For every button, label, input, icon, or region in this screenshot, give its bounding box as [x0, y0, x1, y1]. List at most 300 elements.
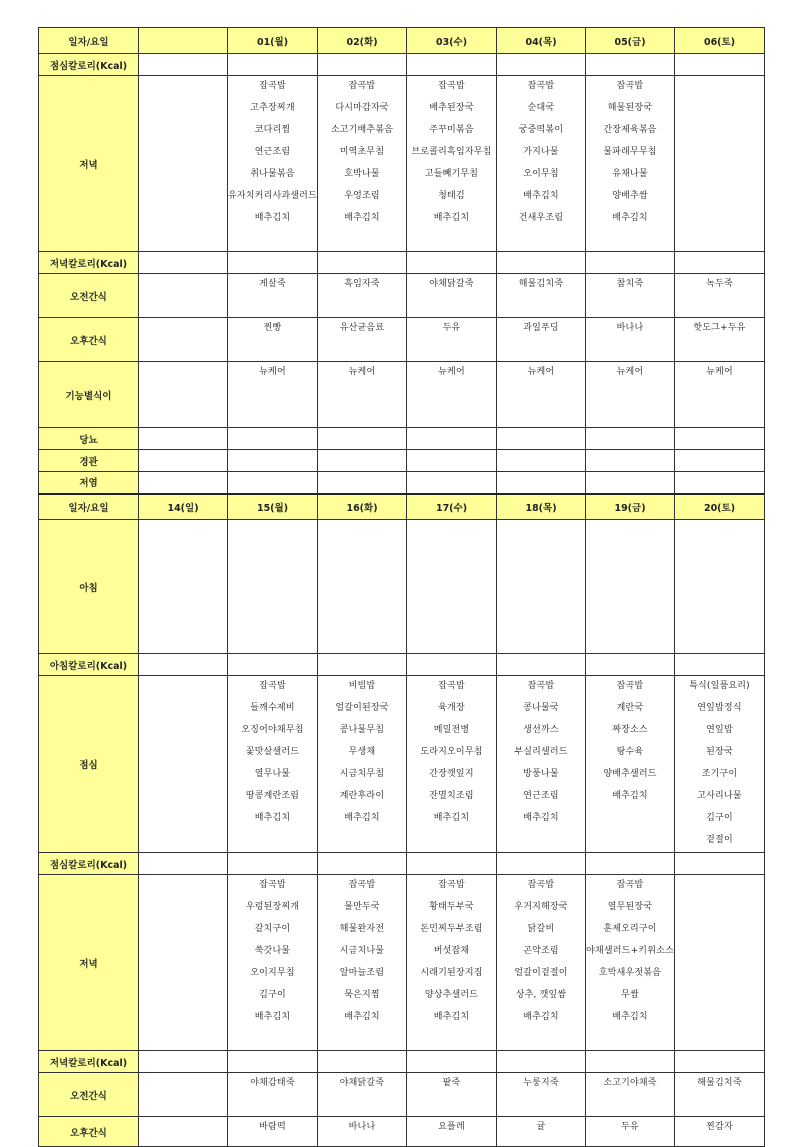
menu-cell — [228, 362, 318, 428]
day-header: 17(수) — [407, 494, 497, 520]
menu-cell — [228, 875, 318, 1051]
menu-item: 뉴케어 — [527, 367, 555, 377]
menu-cell — [228, 76, 318, 252]
menu-item: 상추, 깻잎쌈 — [515, 990, 567, 1000]
meal-row — [39, 875, 765, 1051]
menu-item: 배추김치 — [433, 1012, 470, 1022]
menu-item: 뉴케어 — [706, 367, 733, 377]
menu-cell — [318, 1051, 407, 1073]
meal-plan-sheet — [38, 27, 765, 1147]
menu-item: 배추김치 — [433, 813, 470, 823]
menu-cell — [228, 1051, 318, 1073]
menu-cell — [228, 520, 318, 654]
row-label: 아침 — [39, 520, 139, 654]
menu-cell — [586, 875, 675, 1051]
menu-item: 열무나물 — [254, 769, 291, 779]
menu-cell — [318, 1117, 407, 1147]
menu-item: 훈제오리구이 — [603, 924, 657, 934]
menu-item: 물파래무무침 — [603, 147, 657, 157]
menu-item: 된장국 — [706, 747, 733, 757]
menu-cell — [139, 472, 228, 494]
menu-cell — [586, 428, 675, 450]
menu-item: 뉴케어 — [616, 367, 644, 377]
menu-cell — [497, 54, 586, 76]
menu-item: 특식(일품요리) — [689, 681, 750, 691]
menu-cell — [675, 252, 765, 274]
menu-item: 육개장 — [438, 703, 465, 713]
menu-cell — [318, 472, 407, 494]
menu-item: 요플레 — [438, 1122, 465, 1132]
menu-item: 배추김치 — [344, 213, 380, 223]
menu-cell — [139, 54, 228, 76]
menu-item: 연근조림 — [254, 147, 291, 157]
row-label: 저녁 — [39, 875, 139, 1051]
menu-item: 부실리샐러드 — [514, 747, 568, 757]
menu-item: 배추김치 — [344, 813, 380, 823]
menu-cell — [139, 520, 228, 654]
menu-cell — [675, 428, 765, 450]
menu-cell — [407, 853, 497, 875]
menu-item: 배추김치 — [523, 813, 559, 823]
menu-cell — [407, 252, 497, 274]
menu-cell — [318, 520, 407, 654]
menu-item: 방풍나물 — [523, 769, 559, 779]
menu-item: 도라지오이무침 — [420, 747, 483, 757]
menu-item: 해물김치죽 — [518, 279, 564, 289]
header-row — [39, 28, 765, 54]
day-header: 04(목) — [497, 28, 586, 54]
menu-cell — [675, 676, 765, 853]
menu-item: 짜장소스 — [612, 725, 648, 735]
menu-cell — [497, 450, 586, 472]
day-header: 14(일) — [139, 494, 228, 520]
menu-item: 브로콜리흑임자무침 — [411, 147, 492, 157]
menu-item: 양상추샐러드 — [424, 990, 479, 1000]
menu-cell — [497, 853, 586, 875]
menu-cell — [139, 450, 228, 472]
menu-item: 시금치무침 — [339, 769, 385, 779]
menu-cell — [497, 1073, 586, 1117]
menu-item: 곤약조림 — [523, 946, 559, 956]
menu-cell — [407, 472, 497, 494]
menu-item: 게살죽 — [259, 279, 286, 289]
menu-item: 주꾸미볶음 — [429, 125, 474, 135]
menu-item: 뉴케어 — [259, 367, 286, 377]
menu-cell — [407, 54, 497, 76]
menu-cell — [497, 472, 586, 494]
menu-cell — [407, 1117, 497, 1147]
menu-cell — [407, 1073, 497, 1117]
menu-item: 배추김치 — [344, 1012, 380, 1022]
menu-cell — [139, 428, 228, 450]
menu-cell — [407, 318, 497, 362]
menu-cell — [407, 654, 497, 676]
menu-item: 잡곡밥 — [259, 81, 286, 91]
menu-cell — [586, 274, 675, 318]
menu-item: 참치죽 — [616, 279, 644, 289]
row-label: 아침칼로리(Kcal) — [39, 654, 139, 676]
menu-item: 비빔밥 — [348, 681, 376, 691]
menu-item: 계란후라이 — [339, 791, 385, 801]
menu-item: 야채닭갈죽 — [429, 279, 474, 289]
meal-row — [39, 274, 765, 318]
menu-item: 메밀전병 — [433, 725, 470, 735]
menu-item: 우렁된장찌개 — [245, 902, 300, 912]
menu-item: 배추김치 — [612, 791, 648, 801]
menu-item: 고들빼기무침 — [424, 169, 479, 179]
menu-item: 잡곡밥 — [348, 880, 376, 890]
menu-item: 연잎밥정식 — [697, 703, 742, 713]
menu-cell — [318, 428, 407, 450]
menu-cell — [497, 875, 586, 1051]
menu-cell — [497, 76, 586, 252]
menu-cell — [407, 274, 497, 318]
menu-cell — [497, 1051, 586, 1073]
menu-item: 뉴케어 — [438, 367, 465, 377]
menu-cell — [586, 520, 675, 654]
menu-item: 들깨수제비 — [250, 703, 295, 713]
menu-item: 배추김치 — [523, 1012, 559, 1022]
menu-cell — [228, 428, 318, 450]
menu-cell — [586, 472, 675, 494]
menu-cell — [139, 274, 228, 318]
menu-item: 가지나물 — [523, 147, 559, 157]
menu-cell — [318, 853, 407, 875]
date-day-header: 일자/요일 — [39, 494, 139, 520]
menu-item: 시래기된장지짐 — [420, 968, 483, 978]
menu-item: 코다리찜 — [254, 125, 291, 135]
meal-row — [39, 472, 765, 494]
day-header: 06(토) — [675, 28, 765, 54]
menu-item: 간장깻잎지 — [429, 769, 474, 779]
menu-cell — [586, 54, 675, 76]
menu-item: 오이지무침 — [250, 968, 295, 978]
menu-item: 잔멸치조림 — [429, 791, 474, 801]
menu-item: 열무된장국 — [607, 902, 653, 912]
menu-item: 배추김치 — [523, 191, 559, 201]
menu-item: 다시마감자국 — [335, 103, 389, 113]
menu-cell — [675, 520, 765, 654]
menu-item: 해물완자전 — [339, 924, 385, 934]
menu-item: 얼갈이된장국 — [335, 703, 389, 713]
row-label: 저녁칼로리(Kcal) — [39, 1051, 139, 1073]
menu-item: 쑥갓나물 — [254, 946, 291, 956]
menu-cell — [675, 853, 765, 875]
menu-item: 건새우조림 — [518, 213, 564, 223]
menu-item: 바나나 — [348, 1122, 376, 1132]
menu-cell — [586, 1117, 675, 1147]
menu-cell — [675, 1051, 765, 1073]
menu-item: 생선까스 — [523, 725, 559, 735]
menu-item: 해물된장국 — [607, 103, 653, 113]
menu-item: 배추김치 — [612, 213, 648, 223]
row-label: 오전간식 — [39, 274, 139, 318]
menu-item: 호박새우젓볶음 — [598, 968, 662, 978]
menu-cell — [675, 1117, 765, 1147]
day-header: 20(토) — [675, 494, 765, 520]
menu-item: 양배추쌈 — [612, 191, 648, 201]
menu-item: 고사리나물 — [697, 791, 742, 801]
menu-cell — [675, 54, 765, 76]
menu-cell — [228, 654, 318, 676]
menu-cell — [497, 428, 586, 450]
menu-item: 잡곡밥 — [438, 880, 465, 890]
menu-cell — [139, 875, 228, 1051]
day-header: 18(목) — [497, 494, 586, 520]
menu-cell — [586, 252, 675, 274]
menu-cell — [318, 362, 407, 428]
menu-item: 소고기야채죽 — [603, 1078, 657, 1088]
menu-item: 잡곡밥 — [616, 880, 644, 890]
menu-cell — [318, 875, 407, 1051]
meal-row — [39, 1051, 765, 1073]
menu-cell — [675, 450, 765, 472]
menu-item: 뉴케어 — [348, 367, 376, 377]
menu-item: 김구이 — [259, 990, 286, 1000]
menu-item: 연잎밥 — [706, 725, 733, 735]
menu-item: 핫도그+두유 — [693, 323, 746, 333]
menu-item: 콩나물국 — [523, 703, 559, 713]
menu-item: 찐빵 — [263, 323, 282, 333]
menu-item: 묵은지찜 — [344, 990, 380, 1000]
menu-item: 잡곡밥 — [259, 681, 286, 691]
menu-cell — [139, 676, 228, 853]
menu-cell — [586, 362, 675, 428]
menu-item: 배추김치 — [433, 213, 470, 223]
menu-cell — [139, 318, 228, 362]
row-label: 오후간식 — [39, 318, 139, 362]
menu-item: 겉절이 — [706, 835, 733, 845]
menu-item: 잡곡밥 — [438, 681, 465, 691]
menu-item: 잡곡밥 — [259, 880, 286, 890]
menu-cell — [139, 654, 228, 676]
menu-item: 유산균음료 — [339, 323, 385, 333]
row-label: 점심 — [39, 676, 139, 853]
menu-item: 흑임자죽 — [344, 279, 380, 289]
menu-item: 청태김 — [438, 191, 465, 201]
menu-item: 취나물볶음 — [250, 169, 295, 179]
meal-plan-table — [38, 27, 765, 1147]
menu-item: 잡곡밥 — [616, 81, 644, 91]
menu-item: 과일푸딩 — [523, 323, 559, 333]
menu-item: 조기구이 — [701, 769, 738, 779]
menu-item: 잡곡밥 — [527, 81, 555, 91]
menu-item: 땅콩계란조림 — [245, 791, 300, 801]
menu-item: 우거지해장국 — [514, 902, 568, 912]
menu-cell — [139, 76, 228, 252]
menu-cell — [139, 1051, 228, 1073]
menu-cell — [407, 76, 497, 252]
menu-cell — [407, 450, 497, 472]
menu-cell — [318, 54, 407, 76]
menu-cell — [318, 318, 407, 362]
menu-item: 야채샐러드+키위소스 — [586, 946, 674, 956]
menu-item: 갈치구이 — [254, 924, 291, 934]
menu-item: 알마늘조림 — [339, 968, 385, 978]
meal-row — [39, 450, 765, 472]
menu-cell — [497, 252, 586, 274]
menu-cell — [675, 654, 765, 676]
menu-item: 배추된장국 — [429, 103, 474, 113]
menu-item: 야채감태죽 — [250, 1078, 295, 1088]
menu-cell — [139, 1073, 228, 1117]
menu-cell — [228, 318, 318, 362]
menu-cell — [228, 54, 318, 76]
date-day-header: 일자/요일 — [39, 28, 139, 54]
menu-item: 누룽지죽 — [523, 1078, 559, 1088]
day-header: 15(월) — [228, 494, 318, 520]
meal-row — [39, 76, 765, 252]
row-label: 점심칼로리(Kcal) — [39, 54, 139, 76]
menu-item: 버섯잡채 — [433, 946, 470, 956]
menu-cell — [497, 520, 586, 654]
menu-cell — [586, 450, 675, 472]
menu-item: 바람떡 — [259, 1122, 286, 1132]
menu-item: 팥죽 — [442, 1078, 461, 1088]
menu-cell — [675, 875, 765, 1051]
menu-cell — [497, 654, 586, 676]
meal-row — [39, 1117, 765, 1147]
menu-cell — [586, 676, 675, 853]
menu-item: 계란국 — [616, 703, 644, 713]
menu-item: 호박나물 — [344, 169, 380, 179]
menu-cell — [228, 676, 318, 853]
menu-cell — [675, 472, 765, 494]
row-label: 점심칼로리(Kcal) — [39, 853, 139, 875]
menu-cell — [675, 274, 765, 318]
menu-cell — [586, 1073, 675, 1117]
menu-item: 야채닭갈죽 — [339, 1078, 385, 1088]
menu-cell — [407, 520, 497, 654]
menu-cell — [675, 76, 765, 252]
day-header: 19(금) — [586, 494, 675, 520]
menu-item: 오이무침 — [523, 169, 559, 179]
menu-item: 잡곡밥 — [438, 81, 465, 91]
meal-row — [39, 428, 765, 450]
menu-item: 소고기배추볶음 — [330, 125, 394, 135]
menu-item: 황태두부국 — [429, 902, 474, 912]
menu-item: 고추장찌개 — [250, 103, 295, 113]
menu-item: 두유 — [442, 323, 461, 333]
menu-cell — [228, 1117, 318, 1147]
day-header: 02(화) — [318, 28, 407, 54]
menu-cell — [318, 252, 407, 274]
menu-item: 양배추샐러드 — [603, 769, 657, 779]
menu-cell — [497, 362, 586, 428]
day-header — [139, 28, 228, 54]
menu-cell — [318, 450, 407, 472]
menu-cell — [407, 1051, 497, 1073]
menu-cell — [407, 676, 497, 853]
meal-row — [39, 520, 765, 654]
menu-cell — [586, 1051, 675, 1073]
menu-item: 유자치커리사과샐러드 — [228, 191, 317, 201]
menu-cell — [497, 1117, 586, 1147]
menu-item: 유채나물 — [612, 169, 648, 179]
menu-cell — [228, 472, 318, 494]
menu-item: 찐감자 — [706, 1122, 733, 1132]
row-label: 저녁 — [39, 76, 139, 252]
meal-row — [39, 54, 765, 76]
menu-item: 녹두죽 — [706, 279, 733, 289]
menu-cell — [586, 654, 675, 676]
menu-cell — [228, 252, 318, 274]
menu-cell — [228, 1073, 318, 1117]
menu-item: 김구이 — [706, 813, 733, 823]
day-header: 16(화) — [318, 494, 407, 520]
row-label: 오전간식 — [39, 1073, 139, 1117]
row-label: 오후간식 — [39, 1117, 139, 1147]
menu-cell — [139, 252, 228, 274]
menu-cell — [139, 853, 228, 875]
row-label: 당뇨 — [39, 428, 139, 450]
menu-item: 꽃맛살샐러드 — [245, 747, 300, 757]
menu-cell — [318, 654, 407, 676]
day-header: 05(금) — [586, 28, 675, 54]
menu-item: 잡곡밥 — [527, 880, 555, 890]
menu-item: 오징어야채무침 — [241, 725, 304, 735]
menu-item: 얼갈이겉절이 — [514, 968, 568, 978]
meal-row — [39, 676, 765, 853]
menu-item: 돈민찌두부조림 — [420, 924, 483, 934]
menu-cell — [228, 274, 318, 318]
row-label: 경관 — [39, 450, 139, 472]
menu-cell — [407, 362, 497, 428]
menu-item: 무쌈 — [621, 990, 639, 1000]
menu-cell — [497, 676, 586, 853]
menu-item: 연근조림 — [523, 791, 559, 801]
menu-cell — [586, 853, 675, 875]
menu-cell — [675, 1073, 765, 1117]
menu-cell — [139, 362, 228, 428]
menu-item: 잡곡밥 — [348, 81, 376, 91]
meal-row — [39, 318, 765, 362]
menu-item: 바나나 — [616, 323, 644, 333]
menu-cell — [497, 274, 586, 318]
meal-row — [39, 252, 765, 274]
menu-item: 잡곡밥 — [527, 681, 555, 691]
menu-item: 간장제육볶음 — [603, 125, 657, 135]
meal-row — [39, 654, 765, 676]
meal-row — [39, 1073, 765, 1117]
menu-item: 우엉조림 — [344, 191, 380, 201]
row-label: 저녁칼로리(Kcal) — [39, 252, 139, 274]
menu-item: 귤 — [536, 1122, 546, 1132]
day-header: 03(수) — [407, 28, 497, 54]
menu-item: 배추김치 — [254, 213, 291, 223]
menu-cell — [318, 676, 407, 853]
menu-cell — [139, 1117, 228, 1147]
menu-item: 배추김치 — [612, 1012, 648, 1022]
menu-item: 탕수육 — [616, 747, 644, 757]
menu-cell — [407, 875, 497, 1051]
menu-item: 시금치나물 — [339, 946, 385, 956]
meal-row — [39, 362, 765, 428]
meal-row — [39, 853, 765, 875]
menu-cell — [318, 76, 407, 252]
header-row — [39, 494, 765, 520]
menu-item: 닭갈비 — [527, 924, 555, 934]
menu-cell — [586, 76, 675, 252]
menu-item: 순대국 — [527, 103, 555, 113]
menu-cell — [675, 362, 765, 428]
menu-item: 해물김치죽 — [697, 1078, 742, 1088]
menu-item: 배추김치 — [254, 1012, 291, 1022]
menu-cell — [586, 318, 675, 362]
menu-cell — [228, 450, 318, 472]
menu-cell — [675, 318, 765, 362]
menu-item: 미역초무침 — [339, 147, 385, 157]
